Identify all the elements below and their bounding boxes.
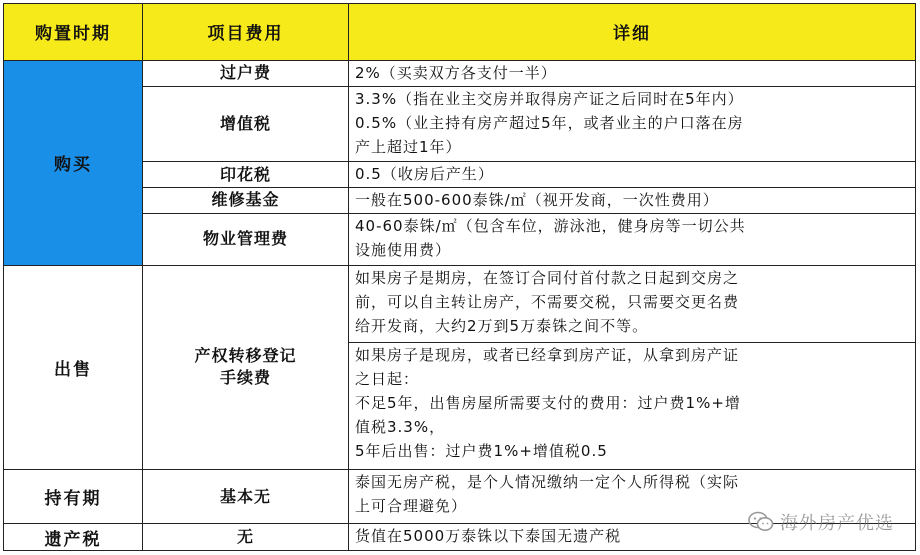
- table-row: [4, 60, 916, 86]
- detail-sale-existing: 如果房子是现房，或者已经拿到房产证，从拿到房产证 之日起： 不足5年，出售房屋所需要支付的费用：过户费1%+增 值税3.3%， 5年后出售：过户费1%+增值税0.5: [349, 343, 916, 470]
- item-inheritance: 无: [143, 524, 349, 551]
- item-vat: 增值税: [143, 86, 349, 161]
- detail-vat: 3.3%（指在业主交房并取得房产证之后同时在5年内） 0.5%（业主持有房产超过5年，或者业主的户口落在房 产上超过1年）: [349, 86, 916, 161]
- item-stamp-duty: 印花税: [143, 162, 349, 188]
- header-item: 项目费用: [143, 4, 349, 61]
- detail-stamp-duty: 0.5（收房后产生）: [349, 162, 916, 188]
- detail-sale-offplan: 如果房子是期房，在签订合同付首付款之日起到交房之 前，可以自主转让房产，不需要交税，只需要交更名费 给开发商，大约2万到5万泰铢之间不等。: [349, 265, 916, 343]
- item-holding: 基本无: [143, 470, 349, 524]
- item-ownership-transfer: 产权转移登记 手续费: [143, 265, 349, 470]
- fee-table: [3, 3, 916, 551]
- detail-maintenance-fund: 一般在500-600泰铢/㎡（视开发商，一次性费用）: [349, 188, 916, 214]
- header-period: 购置时期: [4, 4, 143, 61]
- period-purchase: 购买: [4, 60, 143, 265]
- period-holding: 持有期: [4, 470, 143, 524]
- detail-property-management: 40-60泰铢/㎡（包含车位，游泳池，健身房等一切公共 设施使用费）: [349, 213, 916, 265]
- item-transfer-fee: 过户费: [143, 60, 349, 86]
- header-row: [4, 4, 916, 61]
- item-property-management: 物业管理费: [143, 213, 349, 265]
- period-sale: 出售: [4, 265, 143, 470]
- detail-holding: 泰国无房产税，是个人情况缴纳一定个人所得税（实际 上可合理避免）: [349, 470, 916, 524]
- table-row: [4, 265, 916, 343]
- header-detail: 详细: [349, 4, 916, 61]
- watermark-text: 海外房产优选: [780, 513, 894, 534]
- period-inheritance: 遗产税: [4, 524, 143, 551]
- watermark: [748, 509, 894, 535]
- detail-inheritance: 货值在5000万泰铢以下泰国无遗产税: [349, 524, 916, 551]
- detail-transfer-fee: 2%（买卖双方各支付一半）: [349, 60, 916, 86]
- item-maintenance-fund: 维修基金: [143, 188, 349, 214]
- wechat-icon: [748, 511, 774, 533]
